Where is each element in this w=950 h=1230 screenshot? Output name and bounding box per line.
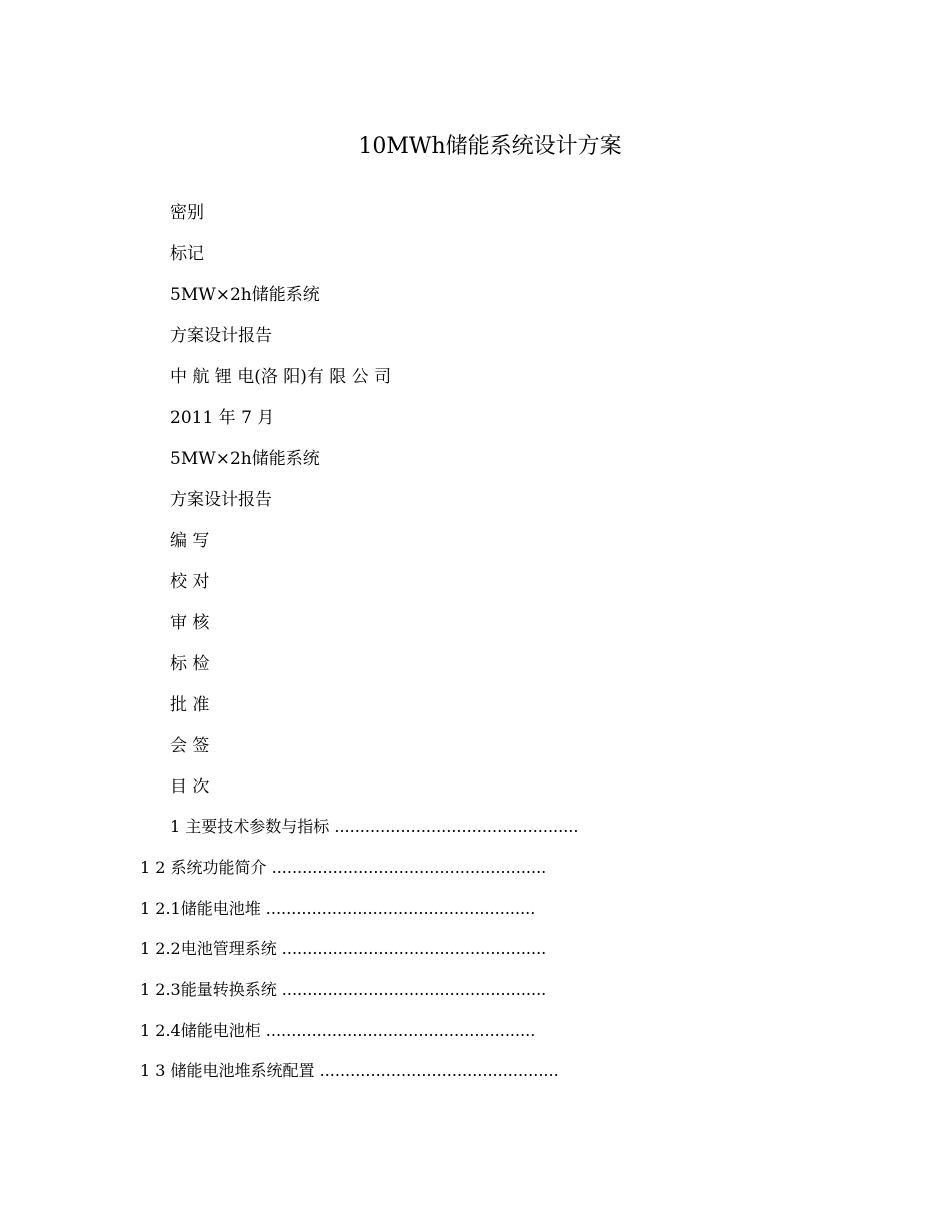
toc-heading: 目 次 — [170, 777, 210, 797]
system-name: 5MW×2h储能系统 — [170, 285, 320, 305]
company-name: 中 航 锂 电(洛 阳)有 限 公 司 — [170, 367, 392, 387]
classification-label: 密别 — [170, 203, 204, 223]
toc-entry-2-2: 1 2.2电池管理系统 .................................................... — [140, 939, 547, 958]
toc-entry-2-1: 1 2.1储能电池堆 ..................................................... — [140, 899, 536, 918]
signoff-countersign: 会 签 — [170, 736, 210, 756]
toc-entry-2: 1 2 系统功能简介 ...................................................... — [140, 858, 547, 877]
signoff-standard-check: 标 检 — [170, 654, 210, 674]
signoff-author: 编 写 — [170, 531, 210, 551]
signoff-approve: 批 准 — [170, 695, 210, 715]
toc-entry-3: 1 3 储能电池堆系统配置 ............................................... — [140, 1061, 559, 1080]
signoff-proofread: 校 对 — [170, 572, 210, 592]
system-name-repeat: 5MW×2h储能系统 — [170, 449, 320, 469]
toc-entry-2-3: 1 2.3能量转换系统 .................................................... — [140, 980, 547, 999]
document-title: 10MWh储能系统设计方案 — [358, 134, 622, 159]
report-date: 2011 年 7 月 — [170, 408, 275, 428]
report-title-repeat: 方案设计报告 — [170, 490, 272, 510]
toc-entry-1: 1 主要技术参数与指标 ................................................ — [170, 817, 579, 836]
signoff-review: 审 核 — [170, 613, 210, 633]
report-title: 方案设计报告 — [170, 326, 272, 346]
mark-label: 标记 — [170, 244, 204, 264]
toc-entry-2-4: 1 2.4储能电池柜 ..................................................... — [140, 1021, 536, 1040]
